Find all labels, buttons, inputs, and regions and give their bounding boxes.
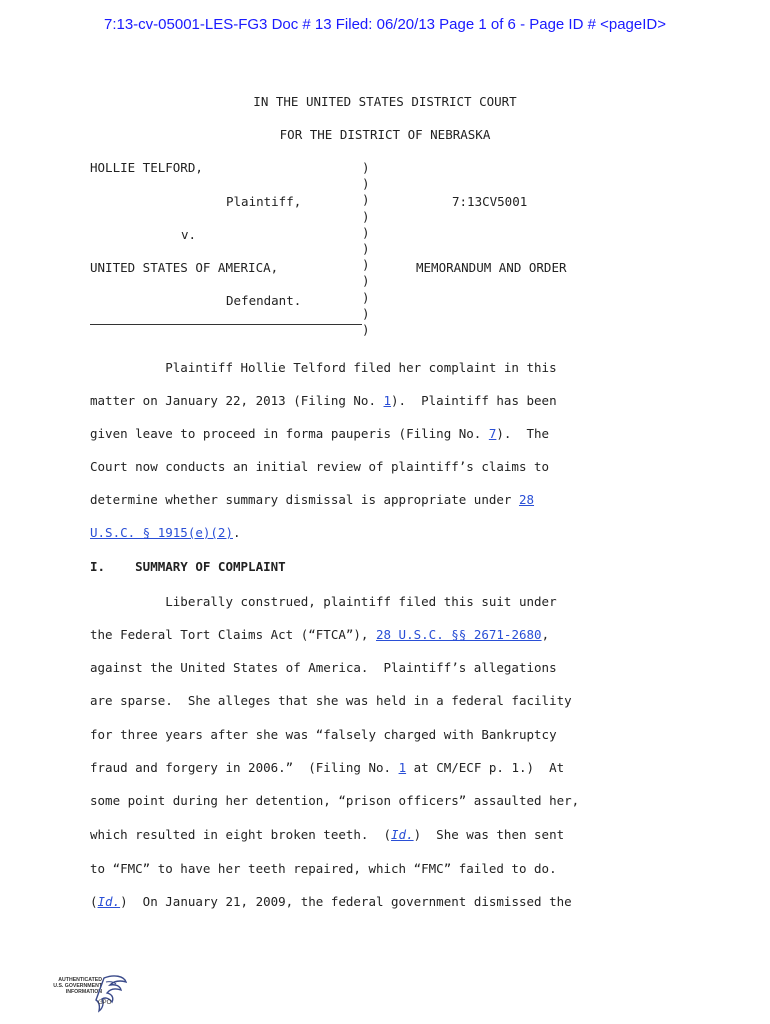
seal-line: AUTHENTICATED: [58, 977, 102, 983]
caption-underline: [90, 324, 362, 325]
document-title: MEMORANDUM AND ORDER: [416, 260, 567, 275]
section-heading: I. SUMMARY OF COMPLAINT: [90, 559, 286, 574]
caption-paren: ): [362, 321, 370, 337]
body-text: fraud and forgery in 2006.” (Filing No.: [90, 760, 399, 775]
filing-7-link[interactable]: 7: [488, 426, 497, 441]
body-text: determine whether summary dismissal is appropriate under: [90, 492, 519, 507]
body-line: [90, 426, 549, 441]
body-line: are sparse. She alleges that she was held in a federal facility: [90, 693, 572, 708]
versus-label: v.: [181, 227, 197, 242]
body-line: for three years after she was “falsely charged with Bankruptcy: [90, 727, 557, 742]
statute-link-28-usc-2671[interactable]: 28 U.S.C. §§ 2671-2680: [375, 627, 542, 642]
body-line: [90, 393, 557, 408]
caption-paren: ): [362, 192, 370, 208]
caption-paren: ): [362, 305, 370, 321]
body-line: Court now conducts an initial review of plaintiff’s claims to: [90, 459, 550, 474]
body-line: Liberally construed, plaintiff filed this suit under: [90, 594, 557, 609]
body-line: [90, 492, 534, 507]
body-text: ) On January 21, 2009, the federal government dismissed the: [120, 894, 572, 909]
seal-line: U.S. GOVERNMENT: [53, 983, 102, 989]
body-text: ). Plaintiff has been: [391, 393, 557, 408]
body-text: ). The: [496, 426, 550, 441]
caption-paren: ): [362, 273, 370, 289]
id-citation-link[interactable]: Id.: [391, 827, 414, 842]
caption-paren: ): [362, 176, 370, 192]
body-text: at CM/ECF p. 1.) At: [406, 760, 565, 775]
statute-link-28-usc-1915[interactable]: 28: [518, 492, 535, 507]
case-number: 7:13CV5001: [452, 194, 528, 209]
body-line: [90, 894, 572, 909]
filing-1-link[interactable]: 1: [383, 393, 392, 408]
body-text: .: [233, 525, 241, 540]
caption-paren: ): [362, 240, 370, 256]
body-line: [90, 627, 549, 642]
caption-paren: ): [362, 257, 370, 273]
body-text: (: [90, 894, 98, 909]
body-line: [90, 760, 564, 775]
body-line: [90, 525, 241, 540]
body-text: ,: [541, 627, 550, 642]
body-text: matter on January 22, 2013 (Filing No.: [90, 393, 384, 408]
body-line: some point during her detention, “prison officers” assaulted her,: [90, 793, 580, 808]
defendant-name: UNITED STATES OF AMERICA,: [90, 260, 279, 275]
body-line: against the United States of America. Plaintiff’s allegations: [90, 660, 557, 675]
id-citation-link[interactable]: Id.: [97, 894, 121, 909]
body-text: given leave to proceed in forma pauperis (Filing No.: [90, 426, 489, 441]
caption-paren: ): [362, 208, 370, 224]
body-text: which resulted in eight broken teeth. (: [90, 827, 392, 842]
seal-mark: GPO: [98, 1000, 112, 1006]
body-line: Plaintiff Hollie Telford filed her complaint in this: [90, 360, 557, 375]
seal-line: INFORMATION: [65, 989, 102, 995]
court-name-line-1: IN THE UNITED STATES DISTRICT COURT: [253, 94, 517, 109]
body-text: the Federal Tort Claims Act (“FTCA”),: [90, 627, 376, 642]
gpo-authentication-seal: [44, 972, 130, 1014]
caption-paren: ): [362, 224, 370, 240]
body-line: [90, 827, 564, 842]
body-text: ) She was then sent: [413, 827, 565, 842]
statute-link-28-usc-1915[interactable]: U.S.C. § 1915(e)(2): [90, 525, 233, 540]
caption-paren: ): [362, 160, 370, 175]
caption-paren-column: [362, 160, 370, 338]
filing-stamp-header: 7:13-cv-05001-LES-FG3 Doc # 13 Filed: 06/20/13 Page 1 of 6 - Page ID # <pageID>: [103, 16, 666, 33]
caption-paren: ): [362, 289, 370, 305]
body-line: to “FMC” to have her teeth repaired, which “FMC” failed to do.: [90, 861, 557, 876]
eagle-icon: [44, 972, 130, 1014]
defendant-role: Defendant.: [226, 293, 302, 308]
filing-1-link[interactable]: 1: [398, 760, 407, 775]
plaintiff-role: Plaintiff,: [226, 194, 302, 209]
plaintiff-name: HOLLIE TELFORD,: [90, 160, 203, 175]
court-name-line-2: FOR THE DISTRICT OF NEBRASKA: [279, 127, 491, 142]
